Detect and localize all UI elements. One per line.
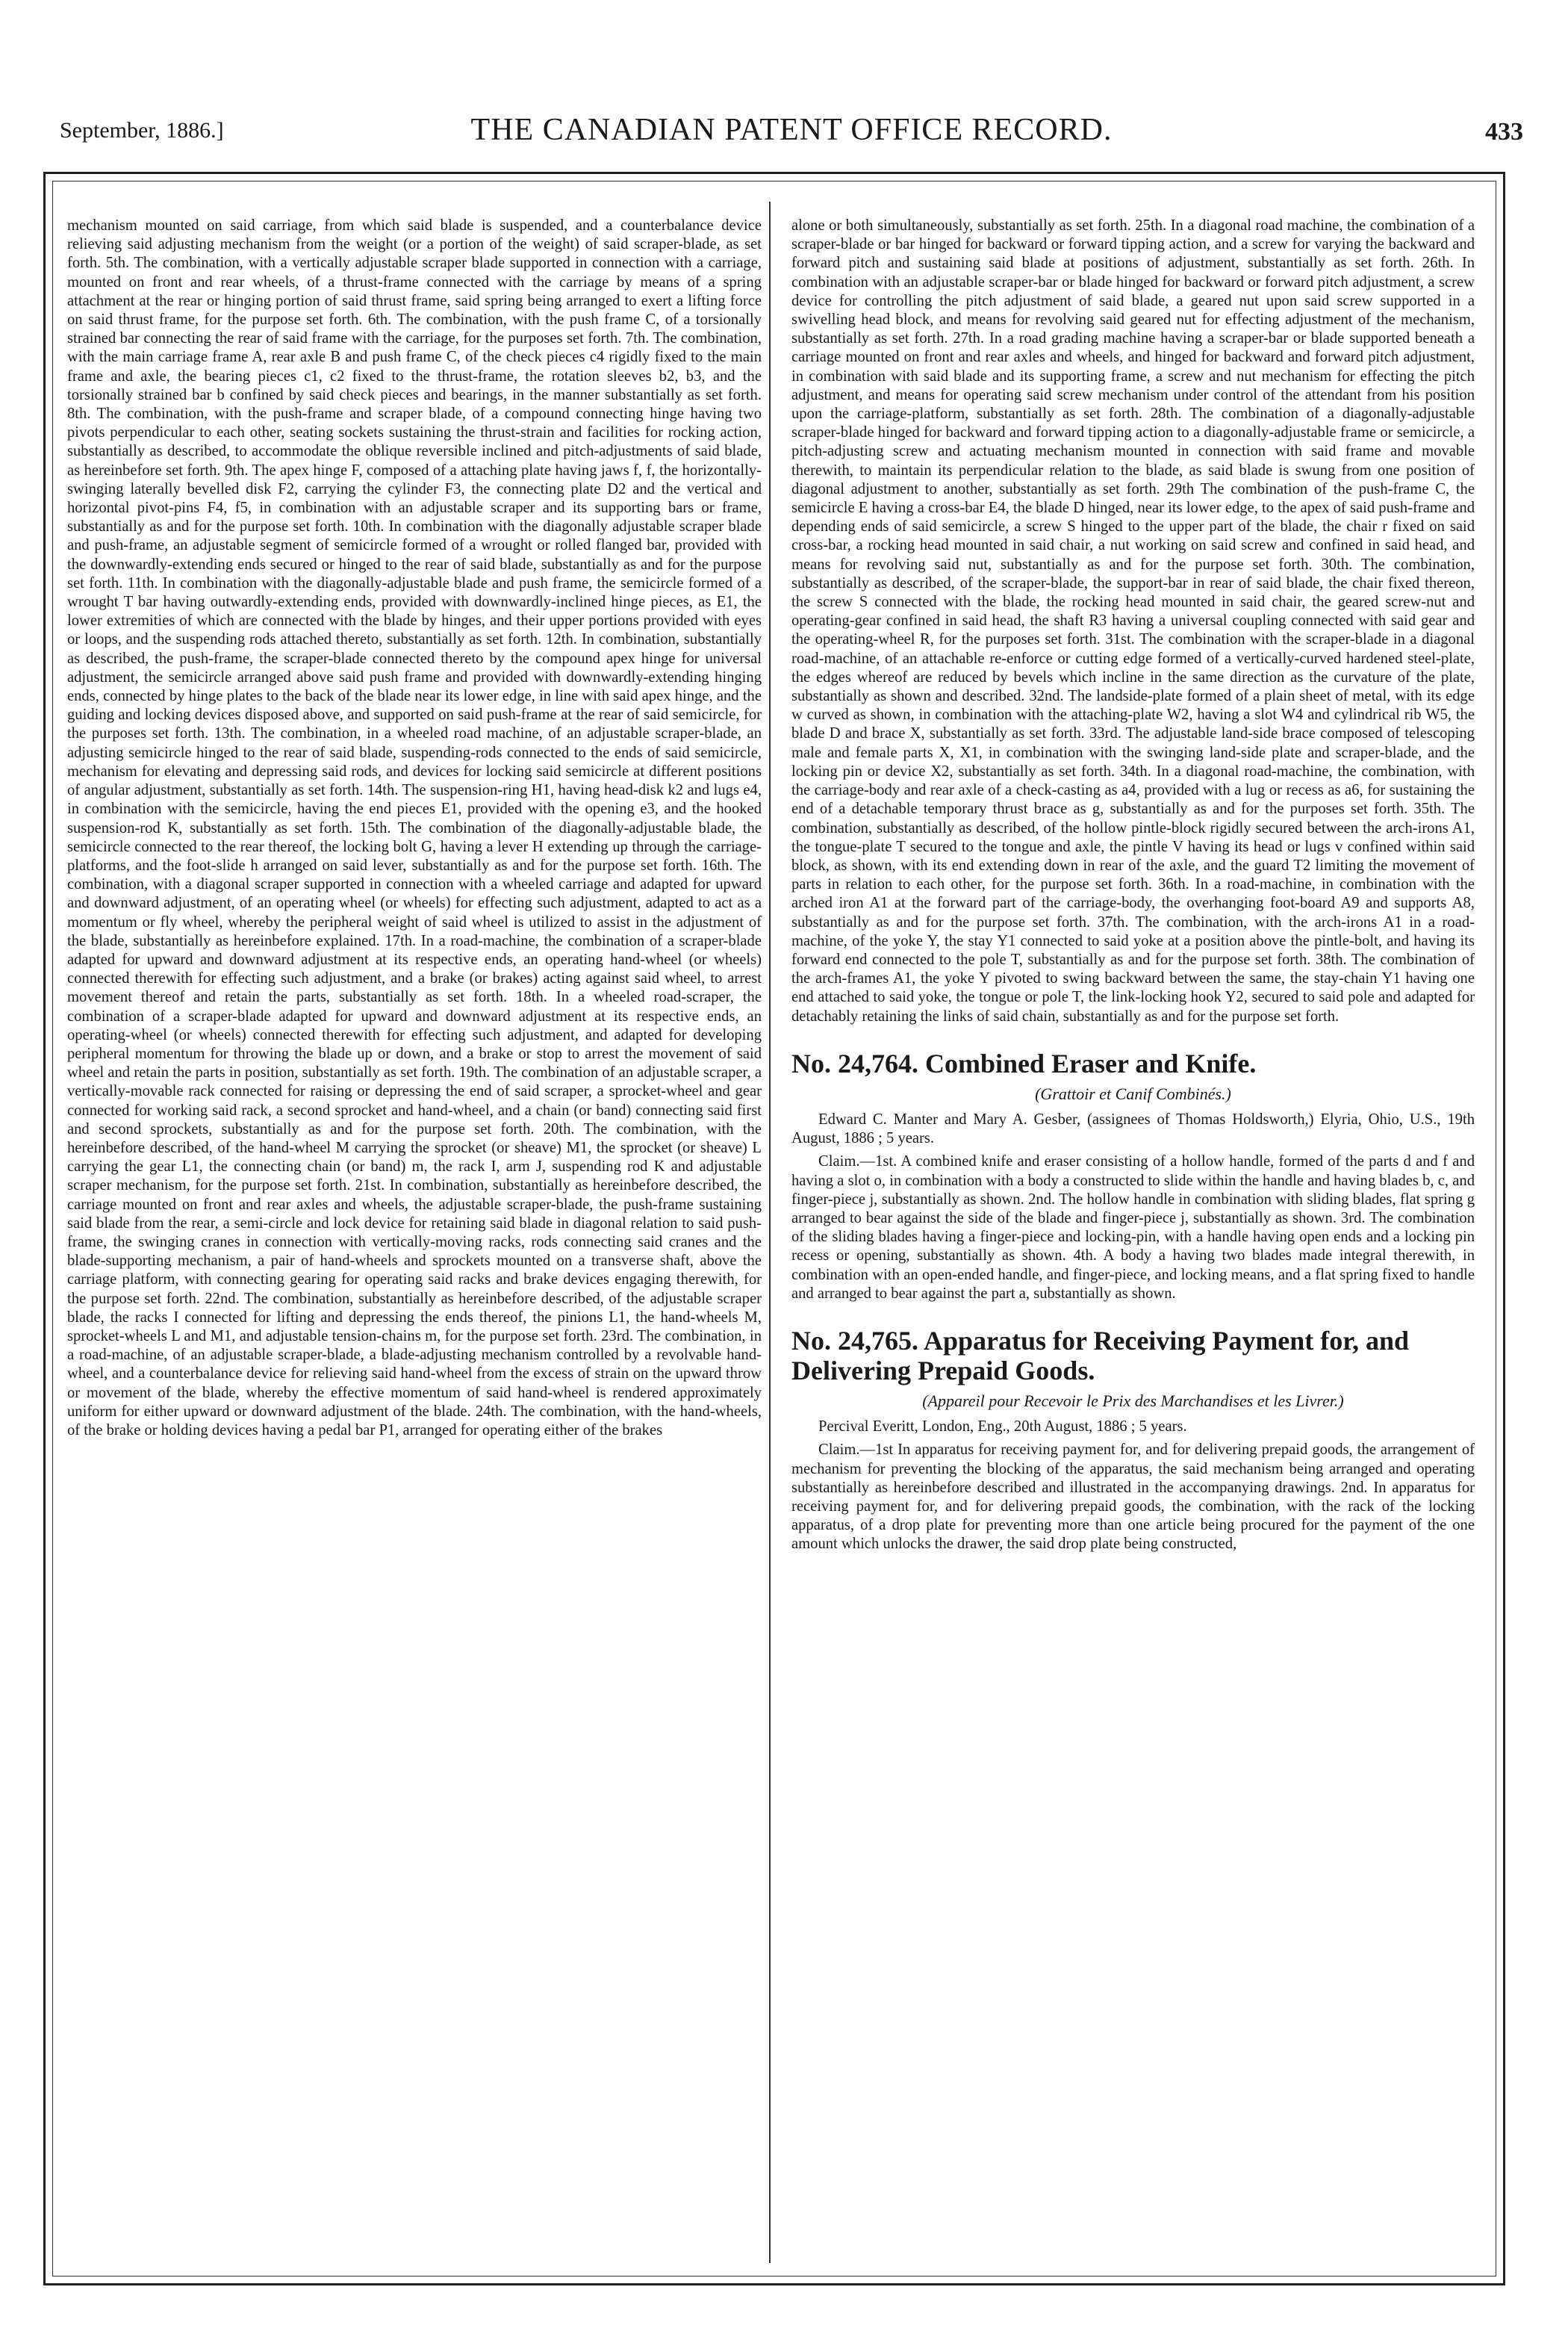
right-column-continuation: alone or both simultaneously, substantially as set forth. 25th. In a diagonal road machine, the combination of a scraper-blade or bar hinged for backward or forward tipping action, and a screw for varying the backward and forward pitch and sustaining said blade at positions of adjustment, substantially as set forth. 26th. In combination with an adjustable scraper-bar or blade hinged for backward or forward pitch adjustment, a screw device for controlling the pitch adjustment of said blade, a geared nut upon said screw supported in a swivelling head block, and means for revolving said geared nut for effecting adjustment of the mechanism, substantially as set forth. 27th. In a road grading machine having a scraper-bar or blade supported beneath a carriage mounted on front and rear axles and wheels, and hinged for backward and forward pitch adjustment, in combination with said blade and its supporting frame, a screw and nut mechanism for effecting the pitch adjustment, and means for operating said screw mechanism under control of the attendant from his position upon the carriage-platform, substantially as set forth. 28th. The combination of a diagonally-adjustable scraper-blade hinged for backward and forward tipping action to a diagonally-adjustable frame or semicircle, a pitch-adjusting screw and actuating mechanism mounted in connection with said frame and movable therewith, to maintain its perpendicular relation to the blade, as said blade is swung from one position of diagonal adjustment to another, substantially as set forth. 29th The combination of the push-frame C, the semicircle E having a cross-bar E4, the blade D hinged, near its lower edge, to the apex of said push-frame and depending ends of said semicircle, a screw S hinged to the upper part of the blade, the chair r fixed on said cross-bar, a rocking head mounted in said chair, a nut working on said screw and confined in said head, and means for revolving said nut, substantially as and for the purpose set forth. 30th. The combination, substantially as described, of the scraper-blade, the support-bar in rear of said blade, the chair fixed thereon, the screw S connected with the blade, the rocking head mounted in said chair, the geared screw-nut and operating-gear confined in said head, the shaft R3 having a universal coupling connected with said gear and the operating-wheel R, for the purposes set forth. 31st. The combination with the scraper-blade in a diagonal road-machine, of an attachable re-enforce or cutting edge formed of a vertically-curved hardened steel-plate, the edges whereof are reduced by bevels which incline in the same direction as the curvature of the plate, substantially as shown and described. 32nd. The landside-plate formed of a plain sheet of metal, with its edge w curved as shown, in combination with the attaching-plate W2, having a slot W4 and cylindrical rib W5, the blade D and brace X, substantially as set forth. 33rd. The adjustable land-side brace composed of telescoping male and female parts X, X1, in combination with the swinging land-side plate and scraper-blade, and the locking pin or device X2, substantially as set forth. 34th. In a diagonal road-machine, the combination, with the carriage-body and rear axle of a check-casting as a4, provided with a lug or recess as a6, for sustaining the end of a detachable temporary thrust brace as g, substantially as and for the purposes set forth. 35th. The combination, substantially as described, of the hollow pintle-block rigidly secured between the arch-irons A1, the tongue-plate T secured to the tongue and axle, the pintle V having its head or lugs v confined within said block, as shown, with its end extending down in rear of the axle, and the guard T2 limiting the movement of parts in relation to each other, for the purpose set forth. 36th. In a road-machine, in combination with the arched iron A1 at the forward part of the carriage-body, the overhanging foot-board A9 and supports A8, substantially as and for the purpose set forth. 37th. The combination, with the arch-irons A1 in a road-machine, of the yoke Y, the stay Y1 connected to said yoke at a position above the pintle-bolt, and having its forward end connected to the pole T, substantially as and for the purpose set forth. 38th. The combination of the arch-frames A1, the yoke Y pivoted to swing backward between the same, the stay-chain Y1 having one end attached to said yoke, the tongue or pole T, the link-locking hook Y2, secured to said pole and adapted for detachably retaining the links of said chain, substantially as and for the purpose set forth. — [791, 217, 1475, 1025]
page-header — [60, 112, 1523, 157]
left-column-text: mechanism mounted on said carriage, from which said blade is suspended, and a counterbalance device relieving said adjusting mechanism from the weight (or a portion of the weight) of said scraper-blade, as set forth. 5th. The combination, with a vertically adjustable scraper blade supported in connection with a carriage, mounted on front and rear wheels, of a thrust-frame connected with the carriage by means of a spring attachment at the rear or hinging portion of said thrust frame, said spring being arranged to exert a lifting force on said thrust frame, for the purpose set forth. 6th. The combination, with the push frame C, of a torsionally strained bar connecting the rear of said frame with the carriage, for the purposes set forth. 7th. The combination, with the main carriage frame A, rear axle B and push frame C, of the check pieces c4 rigidly fixed to the main frame and axle, the bearing pieces c1, c2 fixed to the thrust-frame, the rotation sleeves b2, b3, and the torsionally strained bar b confined by said check pieces and bearings, in the manner substantially as set forth. 8th. The combination, with the push-frame and scraper blade, of a compound connecting hinge having two pivots perpendicular to each other, seating sockets sustaining the thrust-strain and facilities for rocking action, substantially as described, to accommodate the oblique reversible inclined and pitch-adjustments of said blade, as hereinbefore set forth. 9th. The apex hinge F, composed of a attaching plate having jaws f, f, the horizontally-swinging laterally bevelled disk F2, carrying the cylinder F3, the connecting plate D2 and the vertical and horizontal pivot-pins F4, f5, in combination with an adjustable scraper and its supporting bars or frame, substantially as and for the purpose set forth. 10th. In combination with the diagonally adjustable scraper blade and push-frame, an adjustable segment of semicircle formed of a wrought or rolled flanged bar, provided with the downwardly-extending ends secured or hinged to the rear of said blade, substantially as and for the purpose set forth. 11th. In combination with the diagonally-adjustable blade and push frame, the semicircle formed of a wrought T bar having outwardly-extending ends, provided with downwardly-inclined hinge pieces, as E1, the lower extremities of which are connected with the blade by hinges, and their upper portions provided with eyes or loops, and the suspending rods attached thereto, substantially as set forth. 12th. In combination, substantially as described, the push-frame, the scraper-blade connected thereto by the compound apex hinge for universal adjustment, the semicircle arranged above said push frame and provided with downwardly-extending hinging ends, connected by hinge plates to the back of the blade near its lower edge, in line with said apex hinge, and the guiding and locking devices disposed above, and supported on said push-frame at the rear of said semicircle, for the purposes set forth. 13th. The combination, in a wheeled road machine, of an adjustable scraper-blade, an adjusting semicircle hinged to the rear of said blade, suspending-rods connected to the ends of said semicircle, mechanism for elevating and depressing said rods, and devices for locking said semicircle at different positions of angular adjustment, substantially as set forth. 14th. The suspension-ring H1, having head-disk k2 and lugs e4, in combination with the semicircle, having the end pieces E1, provided with the opening e3, and the hooked suspension-rod K, substantially as set forth. 15th. The combination of the diagonally-adjustable blade, the semicircle connected to the rear thereof, the locking bolt G, having a lever H extending up through the carriage-platforms, and the foot-slide h arranged on said lever, substantially as and for the purpose set forth. 16th. The combination, with a diagonal scraper supported in connection with a wheeled carriage and adapted for upward and downward adjustment, of an operating wheel (or wheels) for effecting such adjustment, adapted to act as a momentum or fly wheel, whereby the peripheral weight of said wheel is utilized to assist in the adjustment of the blade, substantially as hereinbefore explained. 17th. In a road-machine, the combination of a scraper-blade adapted for upward and downward adjustment at its respective ends, an operating hand-wheel (or wheels) connected therewith for effecting such adjustment, and a brake (or brakes) acting against said wheel, to arrest movement thereof and retain the parts, substantially as set forth. 18th. In a wheeled road-scraper, the combination of a scraper-blade adapted for upward and downward adjustment at its respective ends, an operating-wheel (or wheels) connected therewith for effecting such adjustment, and adapted for developing peripheral momentum for throwing the blade up or down, and a brake or stop to arrest the movement of said wheel and retain the parts in position, substantially as set forth. 19th. The combination of an adjustable scraper, a vertically-movable rack connected for raising or depressing the end of said scraper, a sprocket-wheel and gear connected for working said rack, a second sprocket and hand-wheel, and a chain (or band) connecting said first and second sprockets, substantially as and for the purpose set forth. 20th. The combination, with the hereinbefore described, of the hand-wheel M carrying the sprocket (or sheave) M1, the sprocket (or sheave) L carrying the gear L1, the connecting chain (or band) m, the rack I, arm J, suspending rod K and adjustable scraper mechanism, for the purpose set forth. 21st. In combination, substantially as hereinbefore described, the carriage mounted on front and rear axles and wheels, the adjustable scraper-blade, the push-frame sustaining said blade from the rear, a semi-circle and lock device for retaining said blade in diagonal relation to said push-frame, the swinging cranes in connection with vertically-moving racks, rods connecting said cranes and the blade-supporting mechanism, a pair of hand-wheels and sprockets mounted on a transverse shaft, above the carriage platform, with connecting gearing for operating said racks and brake devices engaging therewith, for the purpose set forth. 22nd. The combination, substantially as hereinbefore described, of the adjustable scraper blade, the racks I connected for lifting and depressing the ends thereof, the pinions L1, the hand-wheels M, sprocket-wheels L and M1, and adjustable tension-chains m, for the purpose set forth. 23rd. The combination, in a road-machine, of an adjustable scraper-blade, a blade-adjusting mechanism controlled by a revolvable hand-wheel, and a counterbalance device for relieving said hand-wheel from the excess of strain on the upward throw or movement of the blade, whereby the effective momentum of said hand-wheel is rendered approximately uniform for either upward or downward adjustment of the blade. 24th. The combination, with the hand-wheels, of the brake or holding devices having a pedal bar P1, arranged for operating either of the brakes — [67, 217, 762, 1438]
patent-heading: No. 24,764. Combined Eraser and Knife. — [791, 1048, 1257, 1079]
patent-claims: Claim.—1st. A combined knife and eraser consisting of a hollow handle, formed of the parts d and f and having a slot o, in combination with a body a constructed to slide within the handle and having blades b, c, and finger-piece j, substantially as shown. 2nd. The hollow handle in combination with sliding blades, flat spring g arranged to bear against the side of the blade and finger-piece j, substantially as shown. 3rd. The combination of the sliding blades having a finger-piece and locking-pin, with a handle having open ends and a locking pin recess or opening, substantially as shown. 4th. A body a having two blades made integral therewith, in combination with an open-ended handle, and finger-piece, and locking means, and a flat spring fixed to handle and arranged to bear against the part a, substantially as shown. — [791, 1153, 1475, 1302]
page-number: 433 — [1485, 118, 1523, 146]
patent-inventor: Percival Everitt, London, Eng., 20th August, 1886 ; 5 years. — [818, 1418, 1187, 1436]
patent-entry — [791, 1326, 1475, 1554]
patent-french-title: (Grattoir et Canif Combinés.) — [1035, 1084, 1231, 1103]
column-divider — [769, 202, 771, 2263]
patent-entry — [791, 1049, 1475, 1303]
patent-inventor: Edward C. Manter and Mary A. Gesber, (assignees of Thomas Holdsworth,) Elyria, Ohio, U.S., 19th August, 1886 ; 5 years. — [791, 1111, 1475, 1147]
left-column — [67, 217, 762, 1440]
header-date: September, 1886.] — [60, 118, 224, 143]
patent-heading: No. 24,765. Apparatus for Receiving Payment for, and Delivering Prepaid Goods. — [791, 1325, 1409, 1385]
patent-french-title: (Appareil pour Recevoir le Prix des Marchandises et les Livrer.) — [922, 1391, 1344, 1410]
header-title: THE CANADIAN PATENT OFFICE RECORD. — [470, 113, 1113, 147]
patent-claims: Claim.—1st In apparatus for receiving payment for, and for delivering prepaid goods, the arrangement of mechanism for preventing the blocking of the apparatus, the said mechanism being arranged and operating substantially as hereinbefore described and illustrated in the accompanying drawings. 2nd. In apparatus for receiving payment for, and for delivering prepaid goods, the combination, with the rack of the locking apparatus, of a drop plate for preventing more than one article being procured for the payment of the one amount which unlocks the drawer, the said drop plate being constructed, — [791, 1441, 1475, 1553]
right-column — [791, 217, 1475, 1554]
